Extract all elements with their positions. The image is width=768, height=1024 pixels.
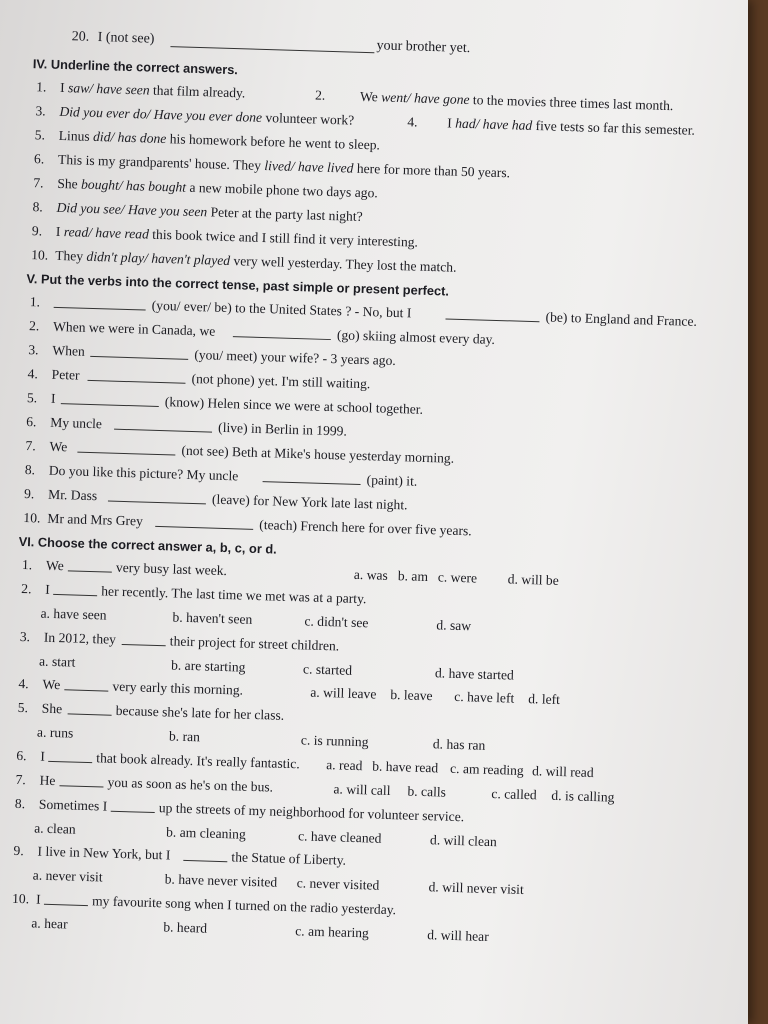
answer-choice[interactable]: Did you ever do/ Have you ever done — [59, 103, 263, 125]
answer-choice[interactable]: read/ have read — [63, 224, 150, 242]
answer-blank[interactable] — [90, 344, 188, 360]
question-text: (live) in Berlin in 1999. — [217, 419, 348, 439]
worksheet-content — [3, 26, 730, 956]
question-text: I — [35, 891, 41, 907]
answer-blank[interactable] — [64, 677, 108, 691]
section-title: VI. Choose the correct answer a, b, c, or d. — [18, 533, 277, 557]
question-text: my favourite song when I turned on the radio yesterday. — [91, 892, 397, 917]
question-text: Linus did/ has done his homework before he went to sleep. — [58, 127, 381, 153]
question-number: 9. — [23, 486, 35, 502]
question-text: (be) to England and France. — [545, 309, 698, 329]
answer-option[interactable]: c. never visited — [296, 875, 380, 893]
question-text: I saw/ have seen that film already. — [59, 79, 246, 101]
answer-option[interactable]: d. will be — [507, 571, 559, 588]
question-text: My uncle — [50, 414, 103, 432]
question-number: 2. — [28, 318, 40, 334]
question-number: 10. — [30, 247, 49, 263]
answer-option[interactable]: a. runs — [36, 724, 74, 741]
question-text: (paint) it. — [366, 472, 418, 489]
question-text: When — [52, 342, 86, 359]
answer-choice[interactable]: saw/ have seen — [67, 80, 150, 98]
question-text: I — [45, 581, 51, 597]
question-text: (you/ meet) your wife? - 3 years ago. — [194, 347, 397, 368]
answer-option[interactable]: d. left — [528, 691, 561, 708]
question-text: Do you like this picture? My uncle — [48, 462, 239, 484]
question-text: (teach) French here for over five years. — [259, 517, 472, 539]
question-number: 4. — [407, 114, 418, 130]
answer-choice[interactable]: did/ has done — [92, 128, 167, 147]
question-number: 8. — [32, 199, 44, 215]
question-text: We went/ have gone to the movies three times last month. — [359, 88, 674, 114]
item-text: your brother yet. — [376, 38, 471, 57]
question-text: because she's late for her class. — [115, 702, 285, 723]
answer-option[interactable]: a. will leave — [310, 684, 377, 702]
question-number: 1. — [35, 79, 47, 95]
answer-blank[interactable] — [170, 34, 374, 53]
answer-blank[interactable] — [155, 514, 253, 530]
answer-option[interactable]: a. read — [326, 756, 363, 773]
answer-option[interactable]: b. have read — [371, 757, 439, 775]
answer-option[interactable]: d. will read — [531, 762, 594, 780]
question-text: that book already. It's really fantastic. — [96, 749, 300, 771]
question-number: 5. — [34, 127, 46, 143]
question-number: 3. — [35, 103, 46, 119]
answer-blank[interactable] — [114, 417, 212, 433]
answer-option[interactable]: a. hear — [31, 914, 68, 932]
question-text: Mr and Mrs Grey — [47, 510, 144, 529]
question-number: 10. — [23, 510, 41, 526]
answer-option[interactable]: c. am reading — [449, 760, 524, 778]
question-text: Peter — [51, 366, 80, 383]
question-number: 2. — [314, 87, 326, 103]
answer-option[interactable]: d. will hear — [427, 926, 489, 944]
question-text: I — [40, 748, 46, 764]
question-number: 4. — [27, 366, 39, 382]
question-text: This is my grandparents' house. They lived/ have lived here for more than 50 years. — [57, 151, 511, 181]
answer-option[interactable]: c. were — [437, 569, 478, 586]
question-number: 5. — [17, 699, 29, 716]
answer-blank[interactable] — [263, 469, 361, 485]
answer-option[interactable]: a. was — [353, 566, 389, 583]
answer-option[interactable]: b. haven't seen — [172, 609, 253, 627]
question-number: 6. — [16, 747, 27, 763]
question-text: She — [41, 700, 63, 717]
answer-option[interactable]: a. clean — [34, 819, 76, 837]
question-text: (you/ ever/ be) to the United States ? - No, but I — [151, 297, 412, 321]
question-text: you as soon as he's on the bus. — [107, 774, 274, 795]
answer-choice[interactable]: Did you see/ Have you seen — [56, 199, 208, 220]
answer-blank[interactable] — [233, 324, 331, 340]
question-text: her recently. The last time we met was at a party. — [101, 583, 367, 607]
item-prompt: I (not see) — [97, 30, 155, 47]
question-number: 1. — [29, 294, 41, 310]
answer-option[interactable]: a. never visit — [32, 867, 103, 885]
answer-blank[interactable] — [61, 391, 159, 407]
answer-choice[interactable]: lived/ have lived — [264, 158, 354, 176]
question-text: their project for street children. — [169, 632, 340, 653]
item-number: 20. — [71, 29, 90, 45]
question-text: I read/ have read this book twice and I still find it very interesting. — [55, 223, 419, 250]
answer-option[interactable]: b. have never visited — [164, 871, 278, 890]
question-text: She bought/ has bought a new mobile phone two days ago. — [57, 175, 378, 201]
question-text: (leave) for New York late last night. — [211, 491, 408, 513]
answer-option[interactable]: d. saw — [436, 617, 472, 634]
question-number: 6. — [26, 414, 37, 430]
answer-option[interactable]: d. is calling — [551, 787, 615, 805]
answer-option[interactable]: d. will never visit — [428, 879, 524, 898]
answer-option[interactable]: c. have cleaned — [297, 827, 382, 846]
question-text: We — [42, 676, 61, 693]
question-text: Did you ever do/ Have you ever done volunteer work? — [59, 103, 355, 128]
question-text: Did you see/ Have you seen Peter at the party last night? — [56, 199, 363, 224]
answer-option[interactable]: d. has ran — [432, 736, 486, 753]
answer-option[interactable]: a. will call — [333, 780, 391, 798]
question-number: 10. — [11, 890, 30, 906]
question-number: 7. — [25, 438, 36, 454]
question-text: up the streets of my neighborhood for volunteer service. — [158, 799, 465, 824]
answer-blank[interactable] — [87, 368, 185, 384]
section-title: IV. Underline the correct answers. — [32, 56, 239, 78]
question-number: 9. — [31, 223, 43, 239]
answer-option[interactable]: b. calls — [407, 783, 447, 800]
question-text: I had/ have had five tests so far this semester. — [447, 115, 696, 138]
question-number: 3. — [19, 628, 31, 644]
question-number: 4. — [18, 675, 29, 692]
answer-blank[interactable] — [59, 773, 103, 787]
answer-option[interactable]: c. called — [491, 785, 537, 802]
question-text: I live in New York, but I — [37, 843, 171, 863]
answer-blank[interactable] — [44, 891, 88, 905]
question-number: 5. — [26, 390, 38, 406]
question-text: the Statue of Liberty. — [231, 849, 347, 868]
question-number: 7. — [33, 175, 44, 191]
question-text: Mr. Dass — [47, 486, 98, 504]
answer-option[interactable]: c. didn't see — [304, 613, 369, 631]
answer-option[interactable]: a. start — [38, 653, 76, 670]
answer-choice[interactable]: didn't play/ haven't played — [86, 248, 231, 269]
answer-option[interactable]: d. have started — [434, 664, 515, 683]
answer-option[interactable]: c. is running — [300, 732, 369, 750]
question-number: 8. — [24, 462, 36, 478]
question-text: very early this morning. — [112, 678, 244, 698]
answer-choice[interactable]: bought/ has bought — [80, 176, 187, 195]
answer-option[interactable]: c. am hearing — [295, 922, 370, 940]
section-title: V. Put the verbs into the correct tense, past simple or present perfect. — [26, 271, 450, 299]
answer-option[interactable]: b. leave — [390, 686, 433, 704]
answer-option[interactable]: d. will clean — [429, 831, 498, 849]
question-number: 2. — [21, 580, 32, 597]
answer-blank[interactable] — [68, 558, 112, 572]
answer-blank[interactable] — [77, 440, 175, 456]
question-text: We — [49, 438, 68, 455]
question-number: 9. — [13, 842, 24, 859]
answer-option[interactable]: b. heard — [163, 918, 208, 936]
answer-option[interactable]: b. are starting — [170, 656, 246, 675]
answer-blank[interactable] — [445, 306, 539, 322]
answer-blank[interactable] — [68, 701, 112, 715]
answer-option[interactable]: a. have seen — [40, 605, 107, 623]
question-text: (go) skiing almost every day. — [336, 327, 496, 347]
answer-option[interactable]: b. am cleaning — [165, 823, 247, 842]
question-text: (not see) Beth at Mike's house yesterday morning. — [181, 442, 455, 466]
answer-choice[interactable]: went/ have gone — [381, 89, 470, 108]
question-number: 1. — [21, 557, 33, 573]
answer-choice[interactable]: had/ have had — [455, 115, 533, 133]
answer-blank[interactable] — [53, 582, 97, 596]
question-text: (know) Helen since we were at school together. — [164, 394, 424, 417]
answer-blank[interactable] — [54, 295, 146, 311]
answer-blank[interactable] — [183, 848, 227, 862]
answer-blank[interactable] — [48, 748, 92, 762]
answer-option[interactable]: c. have left — [454, 688, 515, 706]
answer-option[interactable]: c. started — [302, 660, 353, 678]
question-text: I — [50, 390, 56, 406]
question-text: When we were in Canada, we — [52, 318, 216, 339]
question-number: 3. — [28, 342, 39, 358]
question-text: Sometimes I — [38, 796, 108, 814]
question-text: (not phone) yet. I'm still waiting. — [191, 370, 371, 392]
question-number: 8. — [14, 795, 26, 811]
question-text: He — [39, 772, 56, 788]
question-text: They didn't play/ haven't played very well yesterday. They lost the match. — [54, 247, 457, 275]
answer-option[interactable]: b. ran — [168, 728, 201, 745]
question-number: 6. — [33, 151, 45, 167]
question-text: In 2012, they — [43, 629, 117, 647]
answer-blank[interactable] — [108, 489, 206, 505]
question-text: very busy last week. — [115, 559, 228, 579]
question-number: 7. — [15, 771, 27, 787]
answer-option[interactable]: b. am — [397, 568, 429, 585]
question-text: We — [45, 557, 65, 574]
answer-blank[interactable] — [122, 631, 166, 645]
answer-blank[interactable] — [111, 798, 155, 812]
